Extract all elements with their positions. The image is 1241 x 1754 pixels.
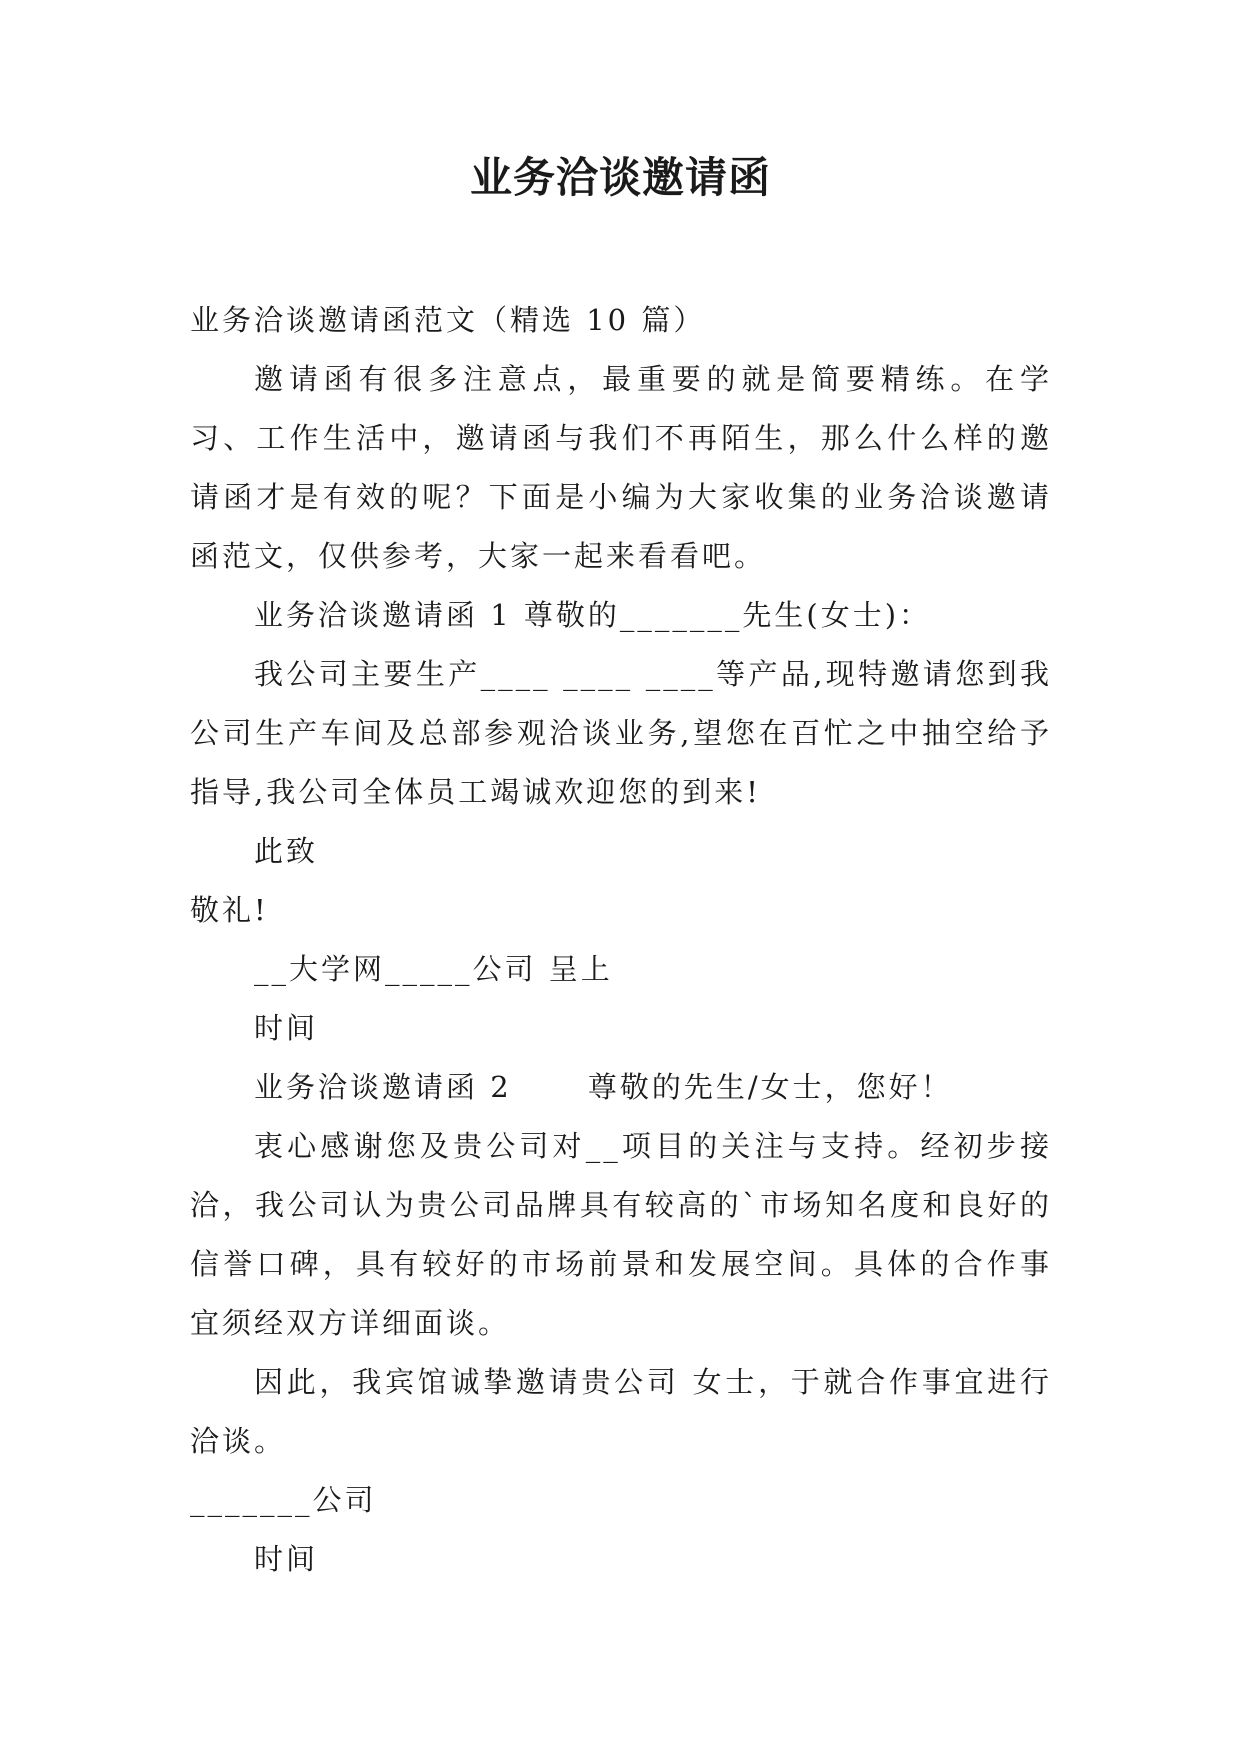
paragraph-letter2-salutation: 业务洽谈邀请函 2 尊敬的先生/女士，您好！ [254,1070,953,1104]
paragraph-subtitle: 业务洽谈邀请函范文（精选 10 篇） [190,303,706,337]
paragraph-letter2-invitation: 因此，我宾馆诚挚邀请贵公司 女士，于就合作事宜进行洽谈。 [190,1365,1052,1458]
paragraph-letter2-body: 衷心感谢您及贵公司对__项目的关注与支持。经初步接洽，我公司认为贵公司品牌具有较高的`市场知名度和良好的信誉口碑，具有较好的市场前景和发展空间。具体的合作事宜须经双方详细面谈。 [190,1129,1052,1340]
paragraph-letter1-sender: __大学网_____公司 呈上 [254,952,613,986]
document-title: 业务洽谈邀请函 [469,153,771,202]
paragraph-letter1-body: 我公司主要生产____ ____ ____等产品,现特邀请您到我公司生产车间及总部参观洽谈业务,望您在百忙之中抽空给予指导,我公司全体员工竭诚欢迎您的到来! [190,657,1052,809]
paragraph-letter2-date: 时间 [254,1542,319,1576]
paragraph-letter1-regards: 敬礼! [190,893,269,927]
paragraph-intro: 邀请函有很多注意点，最重要的就是简要精练。在学习、工作生活中，邀请函与我们不再陌生，那么什么样的邀请函才是有效的呢？下面是小编为大家收集的业务洽谈邀请函范文，仅供参考，大家一起来看看吧。 [190,362,1052,573]
paragraph-letter2-sender: _______公司 [190,1483,377,1517]
paragraph-letter1-date: 时间 [254,1011,319,1045]
paragraph-letter1-closing: 此致 [254,834,319,868]
paragraph-letter1-salutation: 业务洽谈邀请函 1 尊敬的_______先生(女士)： [254,598,932,632]
document-body [190,291,1052,1589]
